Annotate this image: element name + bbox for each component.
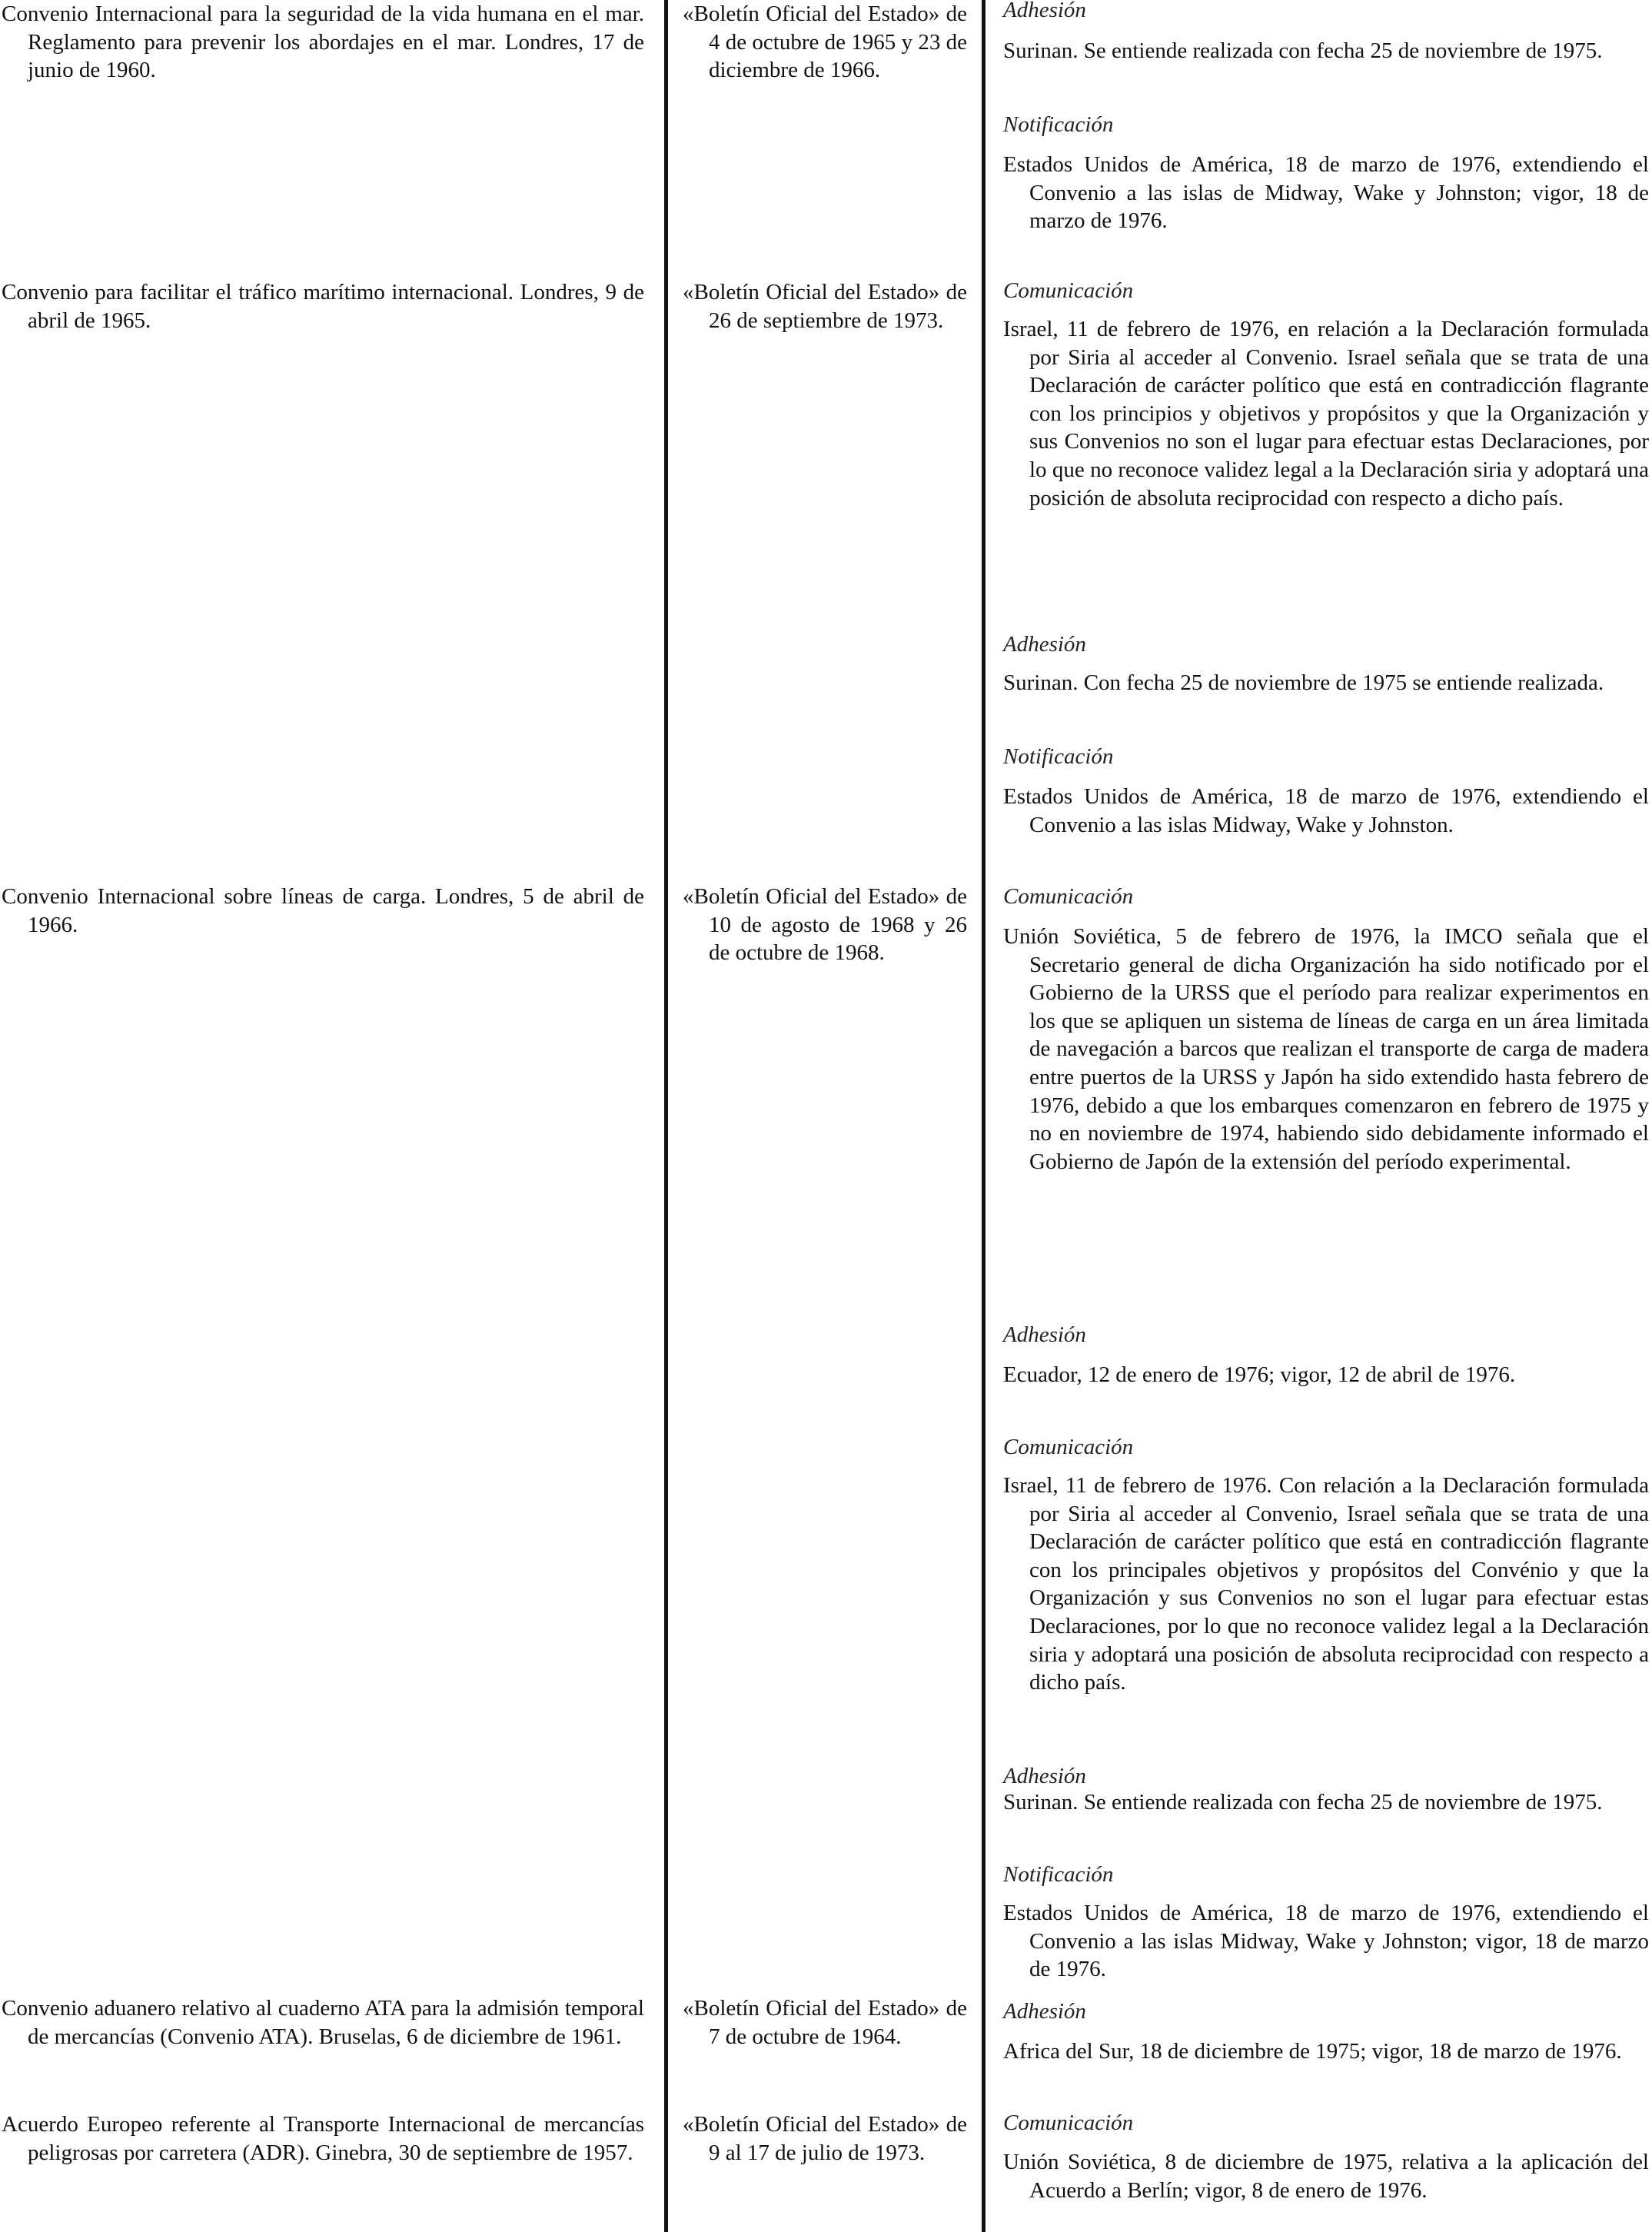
action-heading: Adhesión [1003,0,1086,22]
action-heading: Comunicación [1003,278,1134,303]
action-heading: Comunicación [1003,1435,1134,1459]
action-heading: Notificación [1003,744,1114,769]
column-divider [982,0,986,2232]
convention-title: Convenio aduanero relativo al cuaderno ATA para la admisión temporal de mercancías (Convenio ATA). Bruselas, 6 de diciembre de 1961. [2,1996,644,2049]
action-text: Estados Unidos de América, 18 de marzo de 1976, extendiendo el Convenio a las islas Midway, Wake y Johnston; vigor, 18 de marzo de 1976. [1003,1901,1649,1982]
convention-title: Convenio Internacional sobre líneas de carga. Londres, 5 de abril de 1966. [2,884,644,937]
action-text: Africa del Sur, 18 de diciembre de 1975; vigor, 18 de marzo de 1976. [1003,2039,1622,2064]
convention-title: Acuerdo Europeo referente al Transporte Internacional de mercancías peligrosas por carretera (ADR). Ginebra, 30 de septiembre de 1957. [2,2112,644,2165]
action-text: Surinan. Se entiende realizada con fecha 25 de noviembre de 1975. [1003,38,1603,63]
action-heading: Notificación [1003,112,1114,137]
action-heading: Comunicación [1003,2111,1134,2135]
action-heading: Notificación [1003,1862,1114,1887]
action-text: Unión Soviética, 8 de diciembre de 1975, relativa a la aplicación del Acuerdo a Berlín; vigor, 8 de enero de 1976. [1003,2150,1649,2203]
action-heading: Adhesión [1003,1322,1086,1347]
publication-reference: «Boletín Oficial del Estado» de 10 de agosto de 1968 y 26 de octubre de 1968. [683,884,967,966]
action-text: Israel, 11 de febrero de 1976. Con relación a la Declaración formulada por Siria al acceder al Convenio, Israel señala que se trata de una Declaración de carácter político que está en contradicción flagrante con los principales objetivos y propósitos del Convénio y que la Organización y sus Convenios no son el lugar para efectuar estas Declaraciones, por lo que no reconoce validez legal a la Declaración siria y adoptará una posición de absoluta reciprocidad con respecto a dicho país. [1003,1473,1649,1695]
publication-reference: «Boletín Oficial del Estado» de 26 de septiembre de 1973. [683,280,967,333]
action-text: Surinan. Se entiende realizada con fecha 25 de noviembre de 1975. [1003,1790,1603,1815]
publication-reference: «Boletín Oficial del Estado» de 4 de octubre de 1965 y 23 de diciembre de 1966. [683,2,967,83]
action-heading: Adhesión [1003,1764,1086,1788]
convention-title: Convenio Internacional para la seguridad de la vida humana en el mar. Reglamento para prevenir los abordajes en el mar. Londres, 17 de junio de 1960. [2,2,644,83]
action-text: Israel, 11 de febrero de 1976, en relación a la Declaración formulada por Siria al acceder al Convenio. Israel señala que se trata de una Declaración de carácter político que está en contradicción flagrante con los principios y objetivos y propósitos y que la Organización y sus Convenios no son el lugar para efectuar estas Declaraciones, por lo que no reconoce validez legal a la Declaración siria y adoptará una posición de absoluta reciprocidad con respecto a dicho país. [1003,317,1649,511]
publication-reference: «Boletín Oficial del Estado» de 9 al 17 de julio de 1973. [683,2112,967,2165]
action-heading: Comunicación [1003,884,1134,909]
publication-reference: «Boletín Oficial del Estado» de 7 de octubre de 1964. [683,1996,967,2049]
action-text: Estados Unidos de América, 18 de marzo de 1976, extendiendo el Convenio a las islas Midway, Wake y Johnston. [1003,784,1649,837]
action-text: Estados Unidos de América, 18 de marzo de 1976, extendiendo el Convenio a las islas de Midway, Wake y Johnston; vigor, 18 de marzo de 1976. [1003,152,1649,234]
convention-title: Convenio para facilitar el tráfico marítimo internacional. Londres, 9 de abril de 1965. [2,280,644,333]
action-text: Unión Soviética, 5 de febrero de 1976, la IMCO señala que el Secretario general de dicha Organización ha sido notificado por el Gobierno de la URSS que el período para realizar experimentos en los que se apliquen un sistema de líneas de carga en un área limitada de navegación a barcos que realizan el transporte de carga de madera entre puertos de la URSS y Japón ha sido extendido hasta febrero de 1976, debido a que los embarques comenzaron en febrero de 1975 y no en noviembre de 1974, habiendo sido debidamente informado el Gobierno de Japón de la extensión del período experimental. [1003,924,1649,1174]
action-text: Ecuador, 12 de enero de 1976; vigor, 12 de abril de 1976. [1003,1362,1516,1387]
column-divider [664,0,668,2232]
action-text: Surinan. Con fecha 25 de noviembre de 1975 se entiende realizada. [1003,670,1604,695]
action-heading: Adhesión [1003,1999,1086,2024]
action-heading: Adhesión [1003,632,1086,657]
